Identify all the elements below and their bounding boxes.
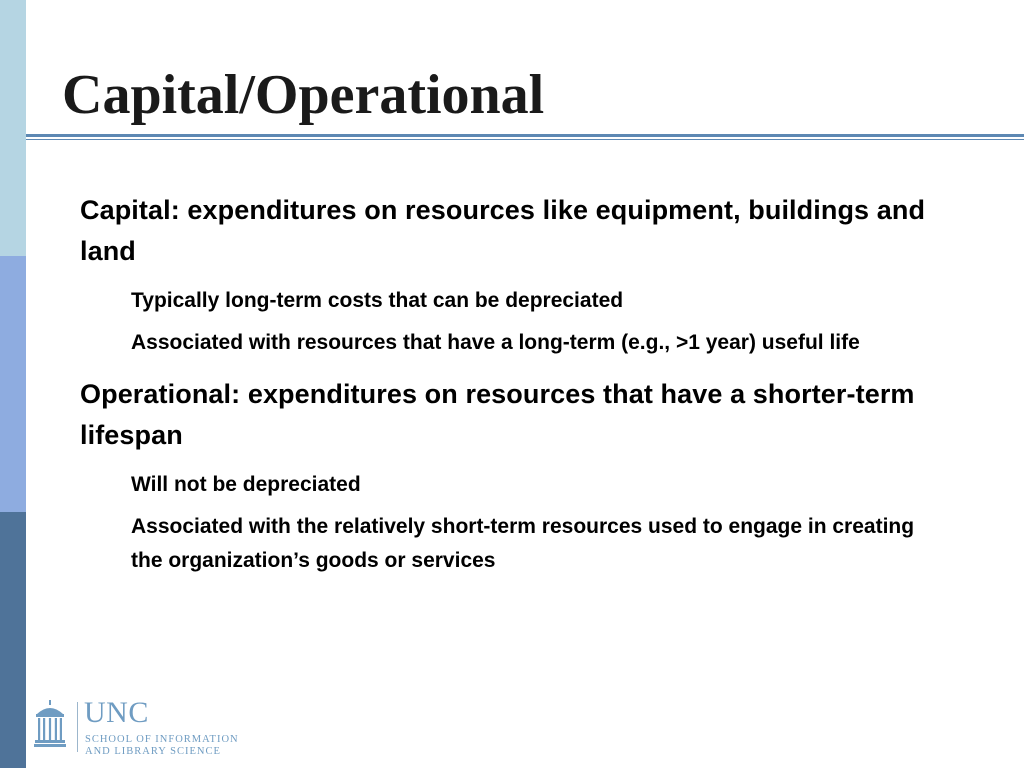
slide-body <box>80 190 940 586</box>
unc-sils-logo <box>34 696 244 757</box>
slide-title: Capital/Operational <box>62 64 545 126</box>
sub-bullet-not-depreciated: Will not be depreciated <box>131 473 361 496</box>
logo-divider <box>77 702 78 752</box>
logo-subtitle-line-1: SCHOOL OF INFORMATION <box>85 734 239 745</box>
bullet-capital: Capital: expenditures on resources like equipment, buildings and land <box>80 195 926 266</box>
sub-bullet-long-term-life: Associated with resources that have a long-term (e.g., >1 year) useful life <box>131 331 860 354</box>
title-divider <box>26 134 1024 137</box>
old-well-icon <box>34 700 66 748</box>
bullet-operational: Operational: expenditures on resources that have a shorter-term lifespan <box>80 379 915 450</box>
title-divider-thin <box>26 139 1024 140</box>
logo-wordmark: UNC <box>84 696 149 729</box>
logo-subtitle-line-2: AND LIBRARY SCIENCE <box>85 746 221 757</box>
sub-bullet-short-term-resources: Associated with the relatively short-term resources used to engage in creating the organization’s goods or services <box>131 515 915 572</box>
sidebar-band-top <box>0 0 26 256</box>
sub-bullet-depreciated: Typically long-term costs that can be depreciated <box>131 289 624 312</box>
sidebar-band-middle <box>0 256 26 512</box>
sidebar-band-bottom <box>0 512 26 768</box>
